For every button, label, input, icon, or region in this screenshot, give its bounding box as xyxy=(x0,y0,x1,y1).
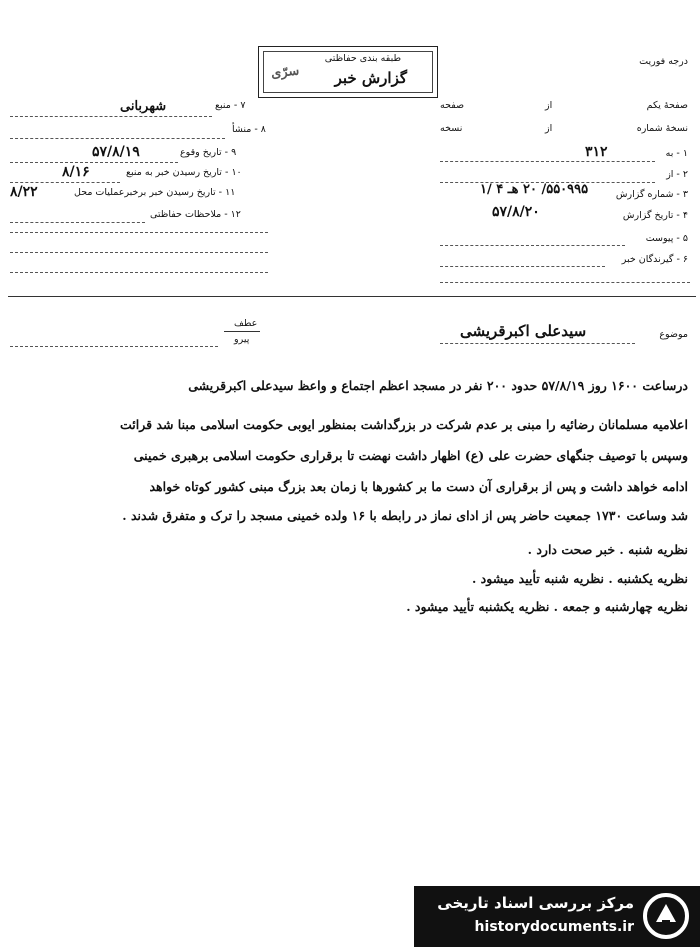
page-row-unit: صفحه xyxy=(440,100,465,111)
body-line: وسپس با توصیف جنگهای حضرت علی (ع) اظهار داشت نهضت تا برقراری حکومت اسلامی برهبری خمینی xyxy=(133,448,688,463)
page-row-from: از xyxy=(545,100,553,111)
received-at-source-line xyxy=(10,182,120,183)
event-date-value: ۵۷/۸/۱۹ xyxy=(92,144,140,160)
archive-logo-icon xyxy=(642,892,690,940)
subject-value: سیدعلی اکبرقریشی xyxy=(460,322,587,340)
recipients-label: ۶ - گیرندگان خبر xyxy=(621,254,688,265)
subject-label: موضوع xyxy=(659,329,688,340)
notes-line xyxy=(10,222,145,223)
report-number-value: ۵۵۰۹۹۵/ ۲۰ هـ ۴ /۱ xyxy=(480,182,589,197)
body-line: نظریه چهارشنبه و جمعه . نظریه یکشنبه تأیید میشود . xyxy=(406,599,688,614)
report-title: گزارش خبر xyxy=(334,69,407,87)
classification-stamp xyxy=(258,46,438,98)
to-line xyxy=(440,161,655,162)
stamp-mark: سرّی xyxy=(270,63,300,82)
copy-row-unit: نسخه xyxy=(440,123,463,134)
notes-label: ۱۲ - ملاحظات حفاظتی xyxy=(150,209,241,220)
attachment-label: ۵ - پیوست xyxy=(645,233,688,244)
notes-line-2 xyxy=(10,232,268,233)
received-at-source-label: ۱۰ - تاریخ رسیدن خبر به منبع xyxy=(126,167,242,178)
report-date-value: ۵۷/۸/۲۰ xyxy=(492,204,540,220)
archive-name: مرکز بررسی اسناد تاریخی xyxy=(437,894,634,912)
origin-label: ۸ - منشأ xyxy=(232,124,266,135)
priority-label: درجه فوریت xyxy=(639,56,688,67)
archive-footer xyxy=(414,886,700,947)
copy-row-label: نسخهٔ شماره xyxy=(636,123,688,134)
attachment-line xyxy=(440,245,625,246)
notes-line-4 xyxy=(10,272,268,273)
page-row-label: صفحهٔ یکم xyxy=(646,100,688,111)
event-date-line xyxy=(10,162,178,163)
subject-line xyxy=(440,343,635,344)
body-line: نظریه یکشنبه . نظریه شنبه تأیید میشود . xyxy=(471,571,688,586)
recipients-line xyxy=(440,266,605,267)
ref-bottom-label: پیرو xyxy=(234,334,250,345)
received-local-ops-label: ۱۱ - تاریخ رسیدن خبر برخبرعملیات محل xyxy=(74,187,236,198)
ref-top-label: عطف xyxy=(234,318,258,329)
body-line: نظریه شنبه . خبر صحت دارد . xyxy=(527,542,688,557)
from-label: ۲ - از xyxy=(666,169,688,180)
ref-separator xyxy=(224,331,260,332)
notes-line-3 xyxy=(10,252,268,253)
body-line: درساعت ۱۶۰۰ روز ۵۷/۸/۱۹ حدود ۲۰۰ نفر در مسجد اعظم اجتماع و واعظ سیدعلی اکبرقریشی xyxy=(188,378,688,393)
classification-label: طبقه بندی حفاظتی xyxy=(324,53,401,64)
to-value: ۳۱۲ xyxy=(585,144,608,160)
recipients-line-2 xyxy=(440,282,690,283)
body-line: اعلامیه مسلمانان رضائیه را مبنی بر عدم شرکت در بزرگداشت بمنظور ایوبی حکومت اسلامی مبنا شد قرائت xyxy=(119,417,688,432)
report-number-label: ۳ - شماره گزارش xyxy=(615,189,688,200)
origin-line xyxy=(10,138,225,139)
report-date-label: ۴ - تاریخ گزارش xyxy=(622,210,688,221)
body-line: ادامه خواهد داشت و پس از برقراری آن دست ما بر کشورها با زمان بعد بزرگ مبنی کشور کوتاه خواهد xyxy=(149,479,688,494)
header-divider xyxy=(8,296,696,297)
received-at-source-value: ۸/۱۶ xyxy=(62,164,90,180)
source-value: شهربانی xyxy=(120,99,167,114)
source-line xyxy=(10,116,212,117)
copy-row-from: از xyxy=(545,123,553,134)
archive-website: historydocuments.ir xyxy=(474,919,634,935)
ref-line xyxy=(10,346,218,347)
event-date-label: ۹ - تاریخ وقوع xyxy=(180,147,237,158)
body-line: شد وساعت ۱۷۳۰ جمعیت حاضر پس از ادای نماز در رابطه با ۱۶ ولده خمینی مسجد را ترک و متفرق شدند . xyxy=(122,508,688,523)
source-label: ۷ - منبع xyxy=(215,100,246,111)
received-local-ops-value: ۸/۲۲ xyxy=(10,184,38,200)
to-label: ۱ - به xyxy=(665,148,688,159)
